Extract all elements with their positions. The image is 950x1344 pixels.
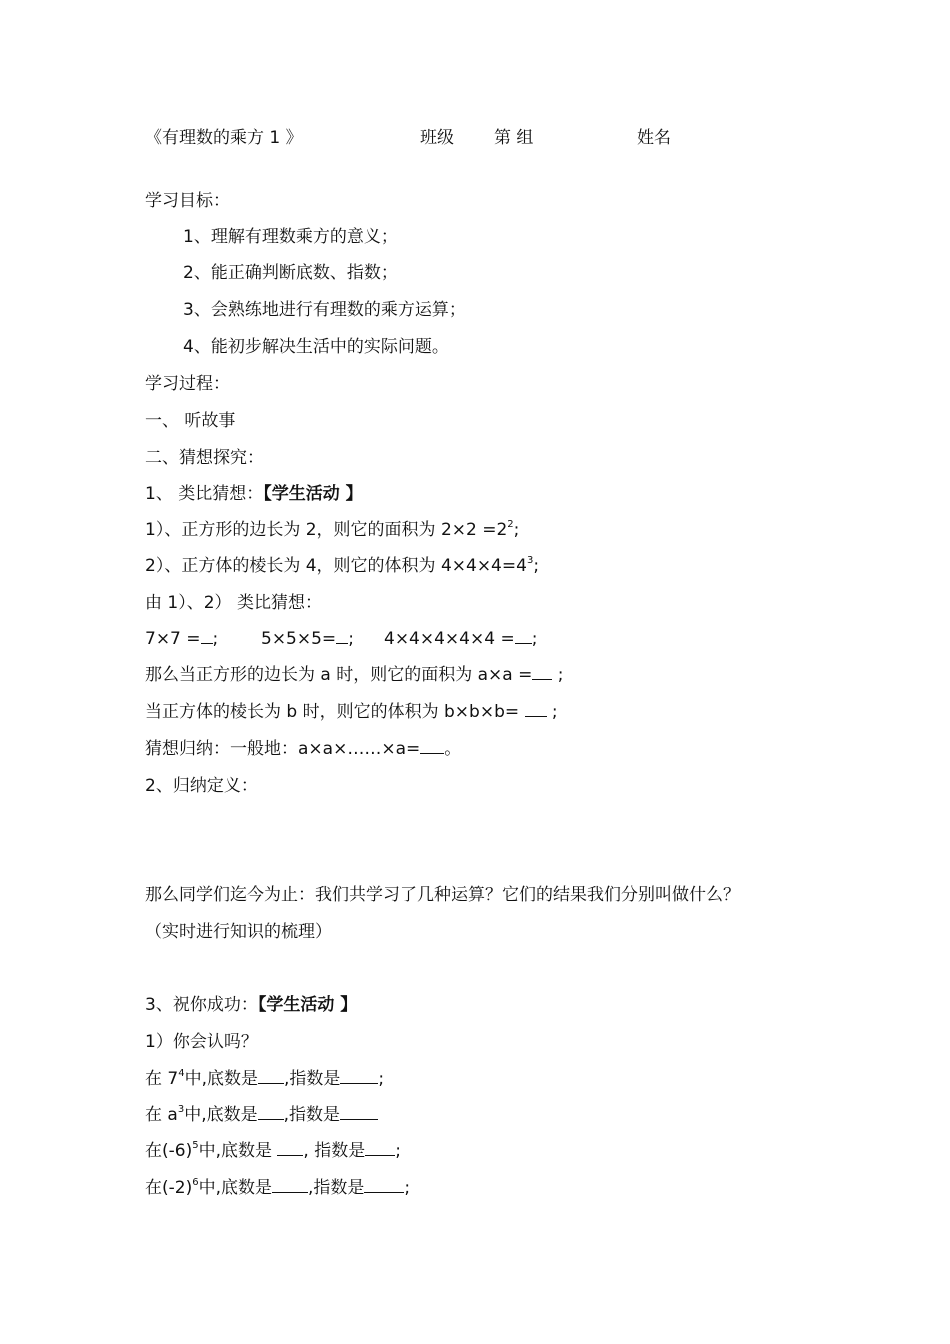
- exponent-blank[interactable]: [340, 1105, 378, 1120]
- q7-text: 猜想归纳：一般地：a×a×……×a=: [145, 739, 421, 759]
- fill-blank-products-2: [261, 628, 354, 650]
- exponent-blank[interactable]: [364, 1178, 404, 1193]
- base-blank[interactable]: [258, 1105, 284, 1120]
- fill-blank-products-3: [384, 628, 537, 650]
- exponent-blank[interactable]: [340, 1069, 378, 1084]
- answer-blank[interactable]: [201, 629, 213, 644]
- worksheet-title: 《有理数的乘方 1 》: [145, 128, 303, 148]
- answer-blank[interactable]: [532, 665, 552, 680]
- review-note: （实时进行知识的梳理）: [145, 922, 332, 942]
- q5-text: 那么当正方形的边长为 a 时，则它的面积为 a×a =: [145, 665, 533, 685]
- goal-item: 2、能正确判断底数、指数；: [183, 263, 398, 283]
- row-expression: 在 a: [145, 1105, 178, 1125]
- review-question: 那么同学们迄今为止：我们共学习了几种运算？它们的结果我们分别叫做什么？: [145, 885, 740, 905]
- square-area-general: [145, 664, 564, 686]
- row-exponent-label: ,指数是: [308, 1178, 365, 1198]
- row-exponent: 3: [177, 1104, 185, 1116]
- student-activity-bracket: 【学生活动 】: [257, 995, 358, 1015]
- row-exponent-label: ,指数是: [284, 1069, 341, 1089]
- answer-blank[interactable]: [525, 702, 547, 717]
- conjecture-summary: [145, 738, 461, 760]
- goal-item: 3、会熟练地进行有理数的乘方运算；: [183, 300, 466, 320]
- row-exponent-label: , 指数是: [303, 1141, 366, 1161]
- section-one-prefix: 1、 类比猜想：: [145, 484, 264, 504]
- q6-text: 当正方体的棱长为 b 时，则它的体积为 b×b×b=: [145, 702, 525, 722]
- q2-text: 2）、正方体的棱长为 4，则它的体积为 4×4×4=4: [145, 556, 527, 576]
- q1-end: ;: [513, 520, 520, 540]
- row-expression: 在 7: [145, 1069, 179, 1089]
- section-three-heading: [145, 994, 357, 1016]
- fill-blank-products: [145, 628, 218, 650]
- product-5: 5×5×5=: [261, 629, 337, 649]
- student-activity-bracket: 【学生活动 】: [263, 484, 363, 504]
- row-exponent: 4: [178, 1068, 185, 1080]
- row-exponent: 6: [192, 1177, 199, 1189]
- product-4-end: ;: [531, 629, 538, 649]
- row-expression: 在(-2): [145, 1178, 193, 1198]
- cube-volume-general: [145, 701, 558, 723]
- part-one: 一、 听故事: [145, 411, 236, 431]
- product-7: 7×7 =: [145, 629, 201, 649]
- base-exponent-row: [145, 1068, 384, 1090]
- row-base-label: 中,底数是: [184, 1105, 258, 1125]
- exponent-blank[interactable]: [365, 1141, 395, 1156]
- row-base-label: 中,底数是: [184, 1069, 259, 1089]
- q7-end: 。: [444, 739, 462, 759]
- q2-end: ;: [533, 556, 540, 576]
- base-exponent-row: [145, 1140, 401, 1162]
- row-end: ;: [395, 1141, 401, 1161]
- process-heading: 学习过程：: [145, 374, 230, 394]
- base-exponent-row: [145, 1177, 410, 1199]
- group-label: 第 组: [494, 128, 534, 148]
- row-expression: 在(-6): [145, 1141, 193, 1161]
- row-end: ;: [378, 1069, 385, 1089]
- q1-text: 1）、正方形的边长为 2，则它的面积为 2×2 =2: [145, 520, 508, 540]
- q1-exponent: 2: [507, 519, 514, 531]
- part-two: 二、猜想探究：: [145, 448, 264, 468]
- q2-exponent: 3: [526, 555, 534, 567]
- section-two-heading: 2、归纳定义：: [145, 776, 258, 796]
- answer-blank[interactable]: [515, 629, 532, 644]
- base-blank[interactable]: [258, 1069, 284, 1084]
- product-4: 4×4×4×4×4 =: [384, 629, 515, 649]
- row-exponent-label: ,指数是: [283, 1105, 341, 1125]
- section-three-sub: 1）你会认吗？: [145, 1032, 258, 1052]
- answer-blank[interactable]: [420, 739, 444, 754]
- row-base-label: 中,底数是: [198, 1178, 272, 1198]
- base-exponent-row: [145, 1104, 378, 1126]
- class-label: 班级: [420, 128, 454, 148]
- row-end: ;: [404, 1178, 411, 1198]
- goals-heading: 学习目标：: [145, 191, 230, 211]
- question-square-area: [145, 519, 519, 541]
- q6-end: ;: [546, 702, 558, 722]
- section-three-prefix: 3、祝你成功：: [145, 995, 258, 1015]
- analogy-prompt: 由 1）、2） 类比猜想：: [145, 593, 322, 613]
- base-blank[interactable]: [277, 1141, 303, 1156]
- goal-item: 4、能初步解决生活中的实际问题。: [183, 337, 449, 357]
- q5-end: ;: [552, 665, 564, 685]
- answer-blank[interactable]: [336, 629, 348, 644]
- question-cube-volume: [145, 555, 539, 577]
- goal-item: 1、理解有理数乘方的意义；: [183, 227, 398, 247]
- base-blank[interactable]: [272, 1178, 308, 1193]
- row-exponent: 5: [192, 1140, 199, 1152]
- section-one-heading: [145, 483, 363, 505]
- name-label: 姓名: [637, 128, 671, 148]
- row-base-label: 中,底数是: [198, 1141, 278, 1161]
- product-7-end: ;: [212, 629, 219, 649]
- product-5-end: ;: [348, 629, 354, 649]
